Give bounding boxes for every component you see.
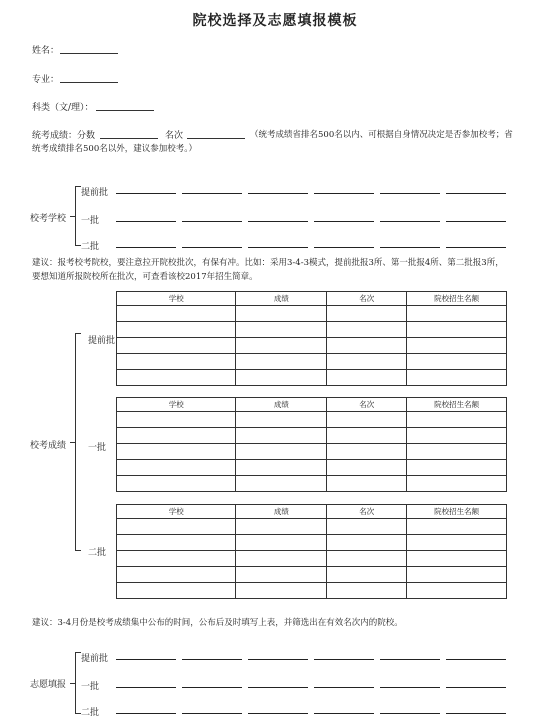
rank-field[interactable] <box>187 138 245 139</box>
section1-blank[interactable] <box>446 193 506 194</box>
exam-note-cont: 统考成绩排名500名以外，建议参加校考。） <box>32 144 197 154</box>
section1-blank[interactable] <box>446 221 506 222</box>
score-table-first <box>116 397 507 492</box>
table-cell[interactable] <box>407 567 507 583</box>
table-cell[interactable] <box>117 535 236 551</box>
exam-note: （统考成绩省排名500名以内、可根据自身情况决定是否参加校考；省 <box>250 130 513 140</box>
table-row <box>117 428 507 444</box>
table-cell[interactable] <box>117 322 236 338</box>
section3-blank[interactable] <box>446 713 506 714</box>
section3-blank[interactable] <box>248 659 308 660</box>
section1-blank[interactable] <box>182 193 242 194</box>
score-table-early <box>116 291 507 386</box>
advice-1-line1: 建议：报考校考院校，要注意拉开院校批次，有保有冲。比如：采用3-4-3模式，提前批报3所、第一批报4所、第二批报3所， <box>32 258 504 268</box>
table-cell[interactable] <box>327 322 407 338</box>
section1-blank[interactable] <box>248 193 308 194</box>
section3-blank[interactable] <box>314 687 374 688</box>
column-header: 名次 <box>327 398 407 412</box>
table-cell[interactable] <box>407 354 507 370</box>
table-cell[interactable] <box>236 354 327 370</box>
table-row <box>117 322 507 338</box>
table-cell[interactable] <box>117 370 236 386</box>
section3-blank[interactable] <box>248 687 308 688</box>
table-cell[interactable] <box>117 551 236 567</box>
table-cell[interactable] <box>407 412 507 428</box>
section1-blank[interactable] <box>380 247 440 248</box>
advice-1 <box>32 256 542 284</box>
table-row <box>117 460 507 476</box>
section1-blank[interactable] <box>380 221 440 222</box>
column-header: 院校招生名额 <box>407 292 507 306</box>
table-cell[interactable] <box>327 338 407 354</box>
page-title: 院校选择及志愿填报模板 <box>192 13 358 29</box>
name-field[interactable] <box>60 53 118 54</box>
advice-1-line2: 要想知道所报院校所在批次，可查看该校2017年招生简章。 <box>32 272 258 282</box>
section1-blank[interactable] <box>314 247 374 248</box>
section3-blank[interactable] <box>380 687 440 688</box>
section1-blank[interactable] <box>314 221 374 222</box>
major-field[interactable] <box>60 82 118 83</box>
section3-blank[interactable] <box>380 659 440 660</box>
table-cell[interactable] <box>236 535 327 551</box>
section3-brace <box>75 652 76 714</box>
advice-2: 建议：3-4月份是校考成绩集中公布的时间，公布后及时填写上表，并筛选出在有效名次内的院校。 <box>32 618 403 628</box>
table-cell[interactable] <box>407 444 507 460</box>
table-cell[interactable] <box>117 338 236 354</box>
table-cell[interactable] <box>327 444 407 460</box>
section3-blank[interactable] <box>314 659 374 660</box>
table-cell[interactable] <box>407 306 507 322</box>
table-cell[interactable] <box>327 583 407 599</box>
section1-row-first: 一批 <box>81 216 100 226</box>
column-header: 成绩 <box>236 398 327 412</box>
table-cell[interactable] <box>327 460 407 476</box>
section2-row-early: 提前批 <box>88 336 116 346</box>
section1-blank[interactable] <box>380 193 440 194</box>
table-cell[interactable] <box>236 551 327 567</box>
table-cell[interactable] <box>117 583 236 599</box>
section2-label: 校考成绩 <box>30 441 67 451</box>
table-cell[interactable] <box>407 460 507 476</box>
table-row <box>117 412 507 428</box>
track-field[interactable] <box>96 110 154 111</box>
section3-blank[interactable] <box>446 687 506 688</box>
section1-blank[interactable] <box>182 221 242 222</box>
section2-brace <box>75 333 76 551</box>
table-cell[interactable] <box>117 519 236 535</box>
section3-row-early: 提前批 <box>81 654 109 664</box>
table-cell[interactable] <box>407 583 507 599</box>
table-cell[interactable] <box>327 412 407 428</box>
table-cell[interactable] <box>117 444 236 460</box>
table-cell[interactable] <box>407 476 507 492</box>
table-cell[interactable] <box>236 322 327 338</box>
table-cell[interactable] <box>327 370 407 386</box>
section1-label: 校考学校 <box>30 214 67 224</box>
table-cell[interactable] <box>117 476 236 492</box>
table-cell[interactable] <box>236 567 327 583</box>
table-cell[interactable] <box>236 583 327 599</box>
table-cell[interactable] <box>327 567 407 583</box>
table-cell[interactable] <box>327 519 407 535</box>
column-header: 院校招生名额 <box>407 505 507 519</box>
section1-blank[interactable] <box>116 221 176 222</box>
table-row <box>117 551 507 567</box>
table-cell[interactable] <box>407 551 507 567</box>
section1-blank[interactable] <box>248 247 308 248</box>
table-cell[interactable] <box>407 519 507 535</box>
section3-blank[interactable] <box>116 659 176 660</box>
section3-blank[interactable] <box>116 687 176 688</box>
section1-brace <box>75 186 76 246</box>
table-row <box>117 444 507 460</box>
column-header: 学校 <box>117 505 236 519</box>
table-cell[interactable] <box>117 306 236 322</box>
table-row <box>117 535 507 551</box>
table-cell[interactable] <box>117 428 236 444</box>
table-row <box>117 370 507 386</box>
section1-blank[interactable] <box>116 193 176 194</box>
section1-row-early: 提前批 <box>81 188 109 198</box>
table-row <box>117 519 507 535</box>
section3-blank[interactable] <box>380 713 440 714</box>
exam-score-field[interactable] <box>100 138 158 139</box>
score-table-second <box>116 504 507 599</box>
table-cell[interactable] <box>236 412 327 428</box>
table-cell[interactable] <box>117 412 236 428</box>
table-row <box>117 476 507 492</box>
section1-blank[interactable] <box>446 247 506 248</box>
table-cell[interactable] <box>236 519 327 535</box>
section1-blank[interactable] <box>314 193 374 194</box>
section3-row-second: 二批 <box>81 708 100 718</box>
section3-blank[interactable] <box>182 713 242 714</box>
table-cell[interactable] <box>407 338 507 354</box>
table-row <box>117 583 507 599</box>
section3-blank[interactable] <box>116 713 176 714</box>
table-cell[interactable] <box>117 567 236 583</box>
table-cell[interactable] <box>327 535 407 551</box>
exam-score-label: 统考成绩：分数 <box>32 131 96 141</box>
table-cell[interactable] <box>236 428 327 444</box>
section3-row-first: 一批 <box>81 682 100 692</box>
table-cell[interactable] <box>117 460 236 476</box>
section1-blank[interactable] <box>116 247 176 248</box>
table-cell[interactable] <box>327 551 407 567</box>
table-cell[interactable] <box>117 354 236 370</box>
section3-label: 志愿填报 <box>30 680 67 690</box>
column-header: 院校招生名额 <box>407 398 507 412</box>
name-label: 姓名： <box>32 46 60 56</box>
column-header: 学校 <box>117 398 236 412</box>
section2-row-first: 一批 <box>88 443 107 453</box>
table-cell[interactable] <box>327 428 407 444</box>
section3-blank[interactable] <box>182 687 242 688</box>
table-cell[interactable] <box>236 370 327 386</box>
column-header: 名次 <box>327 292 407 306</box>
rank-label: 名次 <box>165 131 184 141</box>
column-header: 成绩 <box>236 505 327 519</box>
table-row <box>117 354 507 370</box>
table-cell[interactable] <box>327 306 407 322</box>
section3-blank[interactable] <box>248 713 308 714</box>
table-cell[interactable] <box>407 370 507 386</box>
section1-row-second: 二批 <box>81 242 100 252</box>
table-row <box>117 338 507 354</box>
major-label: 专业： <box>32 75 60 85</box>
table-cell[interactable] <box>236 460 327 476</box>
table-row <box>117 306 507 322</box>
table-cell[interactable] <box>407 535 507 551</box>
track-label: 科类（文/理）： <box>32 103 94 113</box>
section1-blank[interactable] <box>248 221 308 222</box>
table-cell[interactable] <box>236 476 327 492</box>
section3-blank[interactable] <box>314 713 374 714</box>
column-header: 学校 <box>117 292 236 306</box>
table-cell[interactable] <box>236 306 327 322</box>
table-cell[interactable] <box>327 354 407 370</box>
section3-blank[interactable] <box>446 659 506 660</box>
table-cell[interactable] <box>236 338 327 354</box>
section1-blank[interactable] <box>182 247 242 248</box>
table-cell[interactable] <box>407 428 507 444</box>
column-header: 成绩 <box>236 292 327 306</box>
table-cell[interactable] <box>327 476 407 492</box>
table-row <box>117 567 507 583</box>
table-cell[interactable] <box>236 444 327 460</box>
section3-blank[interactable] <box>182 659 242 660</box>
table-cell[interactable] <box>407 322 507 338</box>
column-header: 名次 <box>327 505 407 519</box>
section2-row-second: 二批 <box>88 548 107 558</box>
